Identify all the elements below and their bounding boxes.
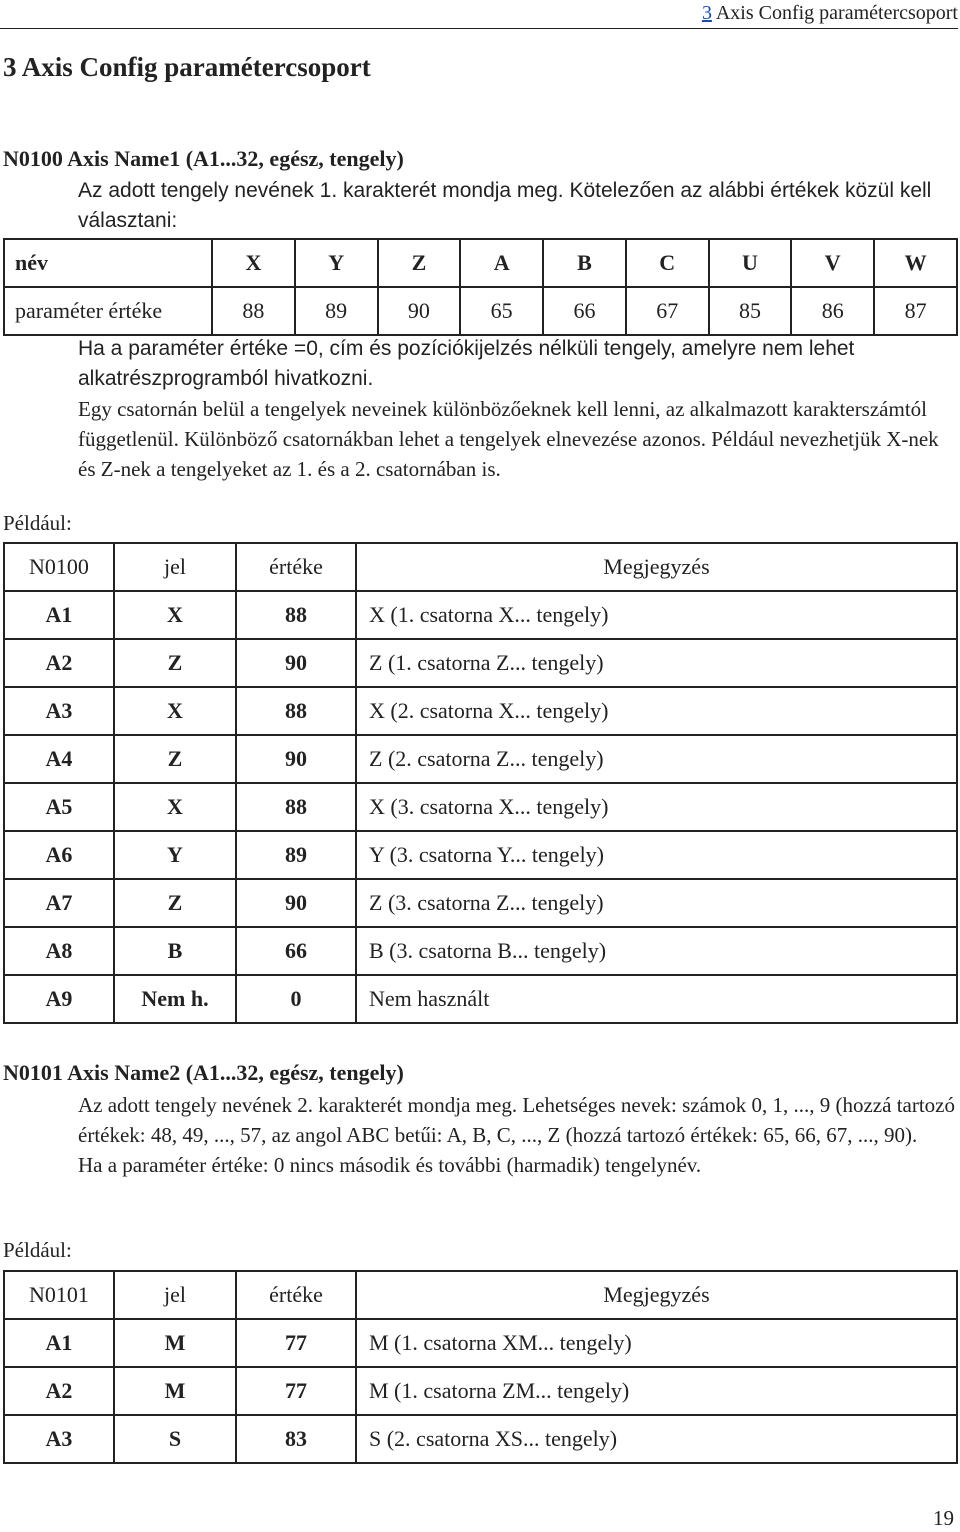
row-note-cell: X (1. csatorna X... tengely)	[356, 591, 957, 639]
page-number: 19	[933, 1506, 954, 1530]
col-header-value: értéke	[236, 543, 356, 591]
row-symbol-cell: Z	[114, 639, 236, 687]
row-value-cell: 90	[236, 735, 356, 783]
page-title: 3 Axis Config paramétercsoport	[3, 52, 371, 82]
row-note-cell: Nem használt	[356, 975, 957, 1023]
row-value-cell: 88	[236, 783, 356, 831]
table-row	[4, 975, 957, 1023]
name-cell: B	[543, 239, 626, 287]
row-value-cell: 83	[236, 1415, 356, 1463]
col-header-value: értéke	[236, 1271, 356, 1319]
row-symbol-cell: X	[114, 591, 236, 639]
row-value-cell: 88	[236, 687, 356, 735]
table-row	[4, 1367, 957, 1415]
row-header-values: paraméter értéke	[4, 287, 212, 335]
name-cell: Y	[295, 239, 378, 287]
row-param-cell: A2	[4, 639, 114, 687]
col-header-symbol: jel	[114, 543, 236, 591]
row-value-cell: 77	[236, 1367, 356, 1415]
value-cell: 67	[626, 287, 709, 335]
row-param-cell: A5	[4, 783, 114, 831]
row-value-cell: 89	[236, 831, 356, 879]
example-header-row	[4, 543, 957, 591]
row-symbol-cell: M	[114, 1319, 236, 1367]
name-cell: Z	[378, 239, 461, 287]
row-note-cell: X (2. csatorna X... tengely)	[356, 687, 957, 735]
row-symbol-cell: Z	[114, 735, 236, 783]
row-note-cell: X (3. csatorna X... tengely)	[356, 783, 957, 831]
param-intro-n0101	[78, 1090, 958, 1180]
row-note-cell: Y (3. csatorna Y... tengely)	[356, 831, 957, 879]
example-header-row	[4, 1271, 957, 1319]
row-param-cell: A7	[4, 879, 114, 927]
table-row-values	[4, 287, 957, 335]
row-note-cell: M (1. csatorna XM... tengely)	[356, 1319, 957, 1367]
value-cell: 88	[212, 287, 295, 335]
col-header-note: Megjegyzés	[356, 543, 957, 591]
row-param-cell: A9	[4, 975, 114, 1023]
table-row	[4, 831, 957, 879]
value-cell: 90	[378, 287, 461, 335]
name-cell: W	[874, 239, 957, 287]
value-cell: 66	[543, 287, 626, 335]
value-cell: 65	[460, 287, 543, 335]
table-row	[4, 1319, 957, 1367]
row-header-names: név	[4, 239, 212, 287]
row-value-cell: 0	[236, 975, 356, 1023]
name-cell: V	[791, 239, 874, 287]
note-unique-names	[78, 394, 958, 484]
note-zero-value	[78, 334, 958, 394]
name-cell: U	[709, 239, 792, 287]
table-row	[4, 783, 957, 831]
table-row	[4, 1415, 957, 1463]
param-heading-n0101: N0101 Axis Name2 (A1...32, egész, tengely)	[3, 1060, 404, 1085]
row-param-cell: A4	[4, 735, 114, 783]
name-cell: A	[460, 239, 543, 287]
header-section-link[interactable]: 3	[701, 2, 712, 24]
table-row	[4, 639, 957, 687]
table-row-names	[4, 239, 957, 287]
table-row	[4, 927, 957, 975]
example-table-n0100	[3, 542, 958, 1024]
param-intro-n0100	[78, 176, 958, 236]
col-header-param: N0101	[4, 1271, 114, 1319]
running-header	[0, 0, 958, 29]
row-note-cell: Z (1. csatorna Z... tengely)	[356, 639, 957, 687]
intro-text: Az adott tengely nevének 1. karakterét mondja meg. Kötelezően az alábbi értékek közül kell választani:	[78, 179, 932, 232]
table-row	[4, 735, 957, 783]
row-param-cell: A3	[4, 1415, 114, 1463]
col-header-note: Megjegyzés	[356, 1271, 957, 1319]
row-param-cell: A1	[4, 591, 114, 639]
row-param-cell: A8	[4, 927, 114, 975]
row-value-cell: 90	[236, 639, 356, 687]
example-label-n0100: Például:	[3, 511, 72, 535]
row-param-cell: A6	[4, 831, 114, 879]
table-row	[4, 687, 957, 735]
header-section-title: Axis Config paramétercsoport	[711, 2, 958, 24]
col-header-symbol: jel	[114, 1271, 236, 1319]
note-zero-text: Ha a paraméter értéke =0, cím és pozíciókijelzés nélküli tengely, amelyre nem lehet alkatrészprogramból hivatkozni.	[78, 337, 855, 390]
row-note-cell: S (2. csatorna XS... tengely)	[356, 1415, 957, 1463]
value-cell: 87	[874, 287, 957, 335]
row-symbol-cell: M	[114, 1367, 236, 1415]
col-header-param: N0100	[4, 543, 114, 591]
row-symbol-cell: S	[114, 1415, 236, 1463]
note-no-second-name: Ha a paraméter értéke: 0 nincs második és további (harmadik) tengelynév.	[78, 1153, 702, 1177]
value-cell: 89	[295, 287, 378, 335]
row-symbol-cell: B	[114, 927, 236, 975]
row-value-cell: 88	[236, 591, 356, 639]
row-symbol-cell: Z	[114, 879, 236, 927]
row-value-cell: 77	[236, 1319, 356, 1367]
table-row	[4, 879, 957, 927]
row-note-cell: Z (3. csatorna Z... tengely)	[356, 879, 957, 927]
row-param-cell: A1	[4, 1319, 114, 1367]
example-table-n0101	[3, 1270, 958, 1464]
name-cell: X	[212, 239, 295, 287]
example-label-n0101: Például:	[3, 1238, 72, 1262]
value-cell: 85	[709, 287, 792, 335]
name-cell: C	[626, 239, 709, 287]
table-row	[4, 591, 957, 639]
intro-text-n0101: Az adott tengely nevének 2. karakterét mondja meg. Lehetséges nevek: számok 0, 1, ..., 9 (hozzá tartozó értékek: 48, 49, ..., 57, az angol ABC betűi: A, B, C, ..., Z (hozzá tartozó értékek: 65, 66, 67, ..., 90).	[78, 1093, 956, 1147]
row-param-cell: A2	[4, 1367, 114, 1415]
row-symbol-cell: X	[114, 783, 236, 831]
param-heading-n0100: N0100 Axis Name1 (A1...32, egész, tengely)	[3, 146, 404, 171]
row-value-cell: 66	[236, 927, 356, 975]
value-cell: 86	[791, 287, 874, 335]
row-param-cell: A3	[4, 687, 114, 735]
row-symbol-cell: Y	[114, 831, 236, 879]
row-note-cell: B (3. csatorna B... tengely)	[356, 927, 957, 975]
axis-name-table	[3, 238, 958, 336]
row-value-cell: 90	[236, 879, 356, 927]
row-note-cell: M (1. csatorna ZM... tengely)	[356, 1367, 957, 1415]
row-note-cell: Z (2. csatorna Z... tengely)	[356, 735, 957, 783]
row-symbol-cell: X	[114, 687, 236, 735]
row-symbol-cell: Nem h.	[114, 975, 236, 1023]
note-unique-text: Egy csatornán belül a tengelyek neveinek különbözőeknek kell lenni, az alkalmazott karakterszámtól függetlenül. Különböző csatornákban lehet a tengelyek elnevezése azonos. Például nevezhetjük X-nek és Z-nek a tengelyeket az 1. és a 2. csatornában is.	[78, 397, 939, 481]
